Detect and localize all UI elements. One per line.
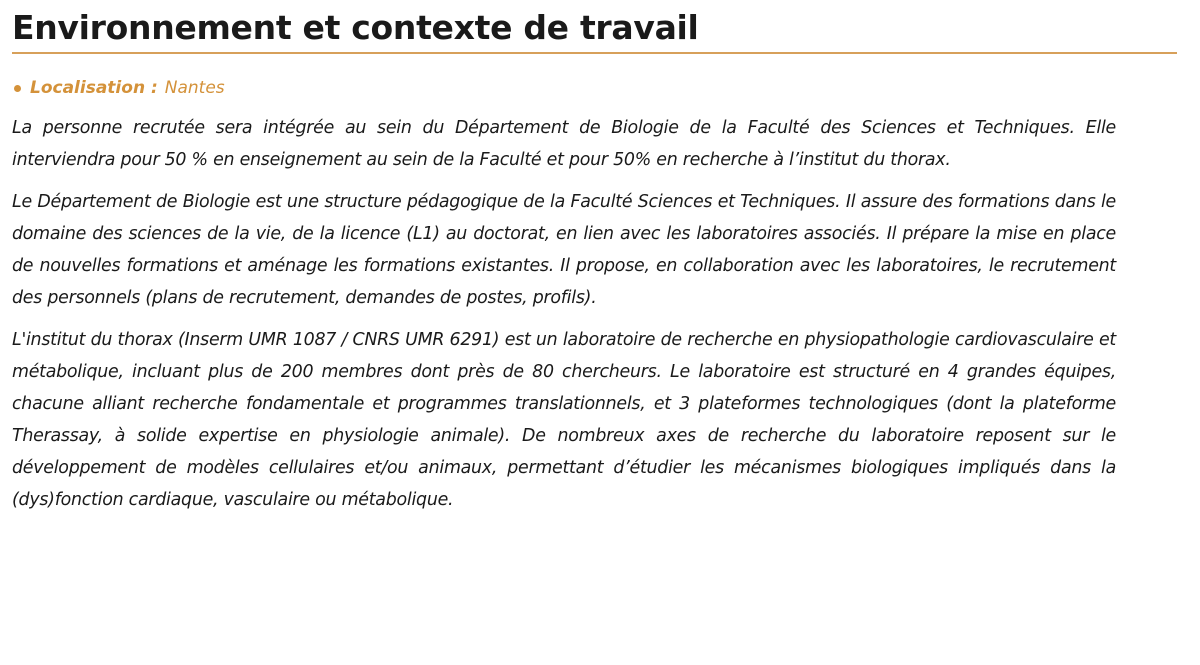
section-title: Environnement et contexte de travail (12, 8, 699, 47)
location-bullet (12, 77, 1177, 99)
location-value: Nantes (164, 78, 225, 98)
title-underline (12, 52, 1177, 54)
paragraph-recruitment: La personne recrutée sera intégrée au sein du Département de Biologie de la Faculté des Sciences et Techniques. Elle interviendra pour 50 % en enseignement au sein de la Faculté et pour 50% en recherche à l’institut du thorax. (12, 118, 1116, 170)
paragraph-institute: L'institut du thorax (Inserm UMR 1087 / CNRS UMR 6291) est un laboratoire de recherche en physiopathologie cardiovasculaire et métabolique, incluant plus de 200 membres dont près de 80 chercheurs. Le laboratoire est structuré en 4 grandes équipes, chacune alliant recherche fondamentale et programmes translationnels, et 3 plateformes technologiques (dont la plateforme Therassay, à solide expertise en physiologie animale). De nombreux axes de recherche du laboratoire reposent sur le développement de modèles cellulaires et/ou animaux, permettant d’étudier les mécanismes biologiques impliqués dans la (dys)fonction cardiaque, vasculaire ou métabolique. (12, 330, 1116, 510)
document-page (12, 0, 1177, 516)
paragraph-department: Le Département de Biologie est une structure pédagogique de la Faculté Sciences et Techniques. Il assure des formations dans le domaine des sciences de la vie, de la licence (L1) au doctorat, en lien avec les laboratoires associés. Il prépare la mise en place de nouvelles formations et aménage les formations existantes. Il propose, en collaboration avec les laboratoires, le recrutement des personnels (plans de recrutement, demandes de postes, profils). (12, 192, 1116, 308)
bullet-dot-icon (14, 85, 21, 92)
location-label: Localisation : (30, 78, 158, 98)
